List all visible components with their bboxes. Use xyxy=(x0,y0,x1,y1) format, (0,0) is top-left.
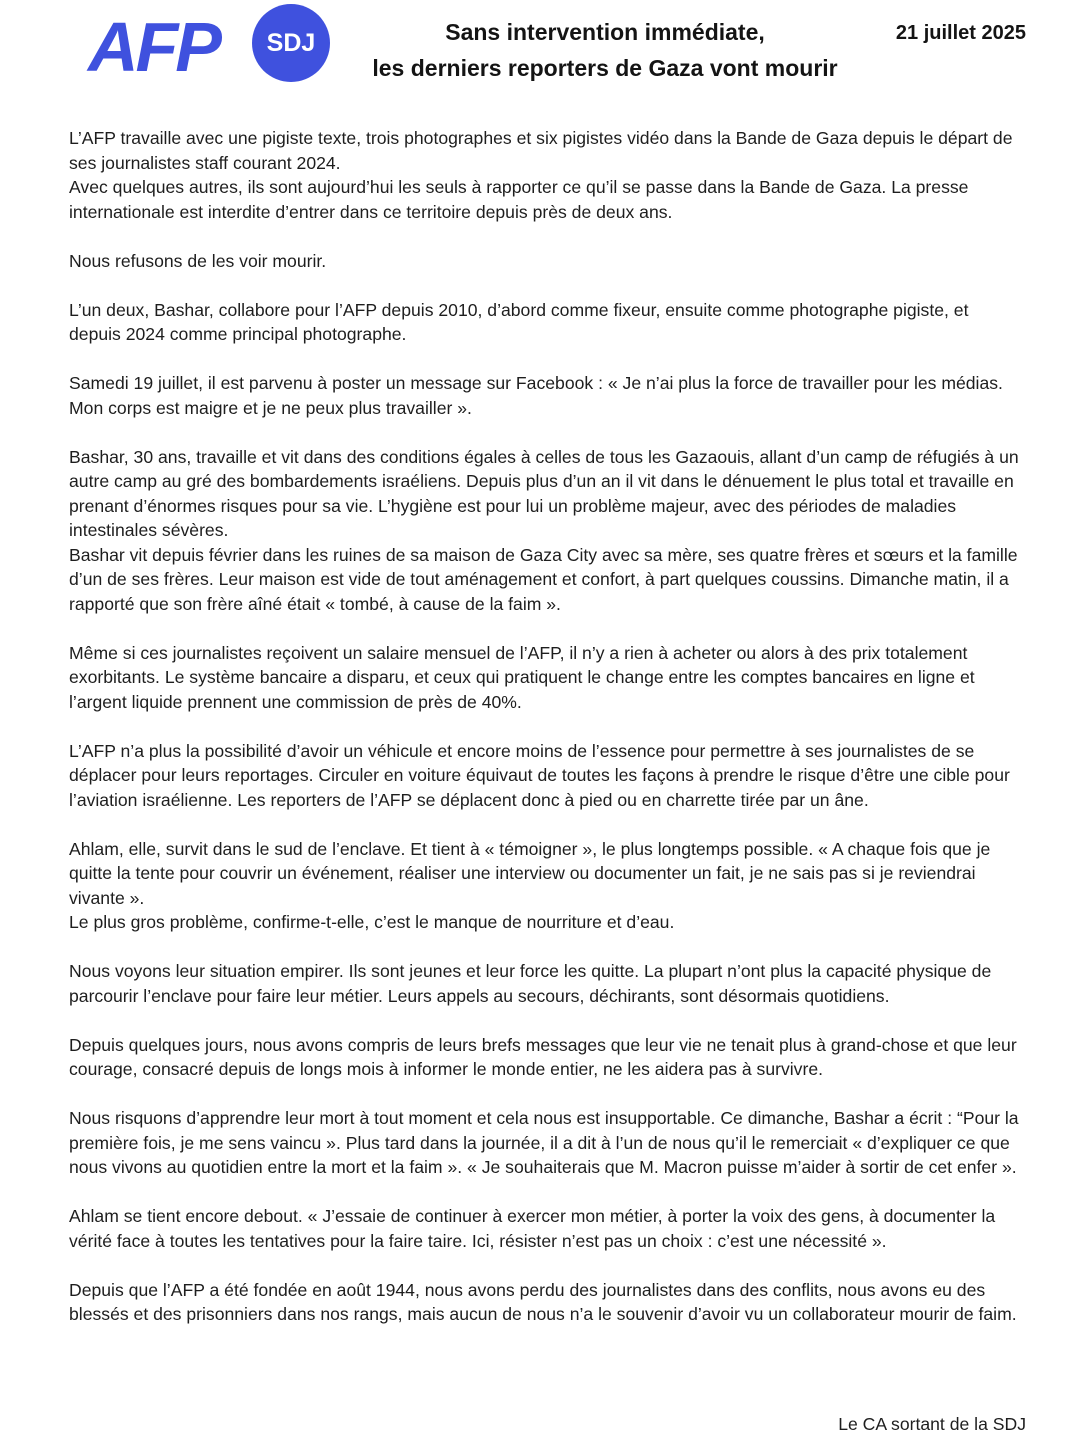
sdj-logo-badge: SDJ xyxy=(252,4,330,82)
paragraph: Nous voyons leur situation empirer. Ils sont jeunes et leur force les quitte. La plupart n’ont plus la capacité physique de parcourir l’enclave pour faire leur métier. Leurs appels au secours, déchirants, sont désormais quotidiens. xyxy=(69,961,992,1006)
paragraph: Ahlam, elle, survit dans le sud de l’enclave. Et tient à « témoigner », le plus longtemps possible. « A chaque fois que je quitte la tente pour couvrir un événement, réaliser une interview ou documenter un fait, je ne sais pas si je reviendrai vivante ». xyxy=(69,838,991,908)
paragraph: L’AFP travaille avec une pigiste texte, trois photographes et six pigistes vidéo dans la Bande de Gaza depuis le départ de ses journalistes staff courant 2024. xyxy=(69,128,1013,173)
document-body xyxy=(69,126,1024,1351)
afp-logo: AFP xyxy=(88,8,219,86)
document-headline xyxy=(340,14,870,86)
headline-line-2: les derniers reporters de Gaza vont mourir xyxy=(372,55,838,81)
paragraph: Même si ces journalistes reçoivent un salaire mensuel de l’AFP, il n’y a rien à acheter ou alors à des prix totalement exorbitants. Le système bancaire a disparu, et ceux qui pratiquent le change entre les comptes bancaires en ligne et l’argent liquide prennent une commission de près de 40%. xyxy=(69,642,975,712)
document-header xyxy=(0,0,1080,100)
paragraph: Depuis que l’AFP a été fondée en août 1944, nous avons perdu des journalistes dans des conflits, nous avons eu des blessés et des prisonniers dans nos rangs, mais aucun de nous n’a le souvenir d’avoir vu un collaborateur mourir de faim. xyxy=(69,1279,1017,1324)
paragraph: L’un deux, Bashar, collabore pour l’AFP depuis 2010, d’abord comme fixeur, ensuite comme photographe pigiste, et depuis 2024 comme principal photographe. xyxy=(69,299,969,344)
paragraph: L’AFP n’a plus la possibilité d’avoir un véhicule et encore moins de l’essence pour permettre à ses journalistes de se déplacer pour leurs reportages. Circuler en voiture équivaut de toutes les façons à prendre le risque d’être une cible pour l’aviation israélienne. Les reporters de l’AFP se déplacent donc à pied ou en charrette tirée par un âne. xyxy=(69,740,1010,810)
paragraph: Nous risquons d’apprendre leur mort à tout moment et cela nous est insupportable. Ce dimanche, Bashar a écrit : “Pour la première fois, je me sens vaincu ». Plus tard dans la journée, il a dit à l’un de nous qu’il le remerciait « d’expliquer ce que nous vivons au quotidien entre la mort et la faim ». « Je souhaiterais que M. Macron puisse m’aider à sortir de cet enfer ». xyxy=(69,1108,1019,1177)
paragraph: Bashar vit depuis février dans les ruines de sa maison de Gaza City avec sa mère, ses quatre frères et sœurs et la famille d’un de ses frères. Leur maison est vide de tout aménagement et confort, à part quelques coussins. Dimanche matin, il a rapporté que son frère aîné était « tombé, à cause de la faim ». xyxy=(69,544,1018,614)
paragraph: Nous refusons de les voir mourir. xyxy=(69,250,327,271)
paragraph: Le plus gros problème, confirme-t-elle, c’est le manque de nourriture et d’eau. xyxy=(69,912,675,932)
paragraph: Depuis quelques jours, nous avons compris de leurs brefs messages que leur vie ne tenait plus à grand-chose et que leur courage, consacré depuis de longs mois à informer le monde entier, ne les aidera pas à survivre. xyxy=(69,1034,1017,1079)
signature: Le CA sortant de la SDJ xyxy=(838,1414,1026,1434)
document-date: 21 juillet 2025 xyxy=(895,22,1026,44)
paragraph: Bashar, 30 ans, travaille et vit dans des conditions égales à celles de tous les Gazaouis, allant d’un camp de réfugiés à un autre camp au gré des bombardements israéliens. Depuis plus d’un an il vit dans le dénuement le plus total et travaille en prenant d’énormes risques pour sa vie. L’hygiène est pour lui un problème majeur, avec des périodes de maladies intestinales sévères. xyxy=(69,446,1019,540)
paragraph: Samedi 19 juillet, il est parvenu à poster un message sur Facebook : « Je n’ai plus la force de travailler pour les médias. Mon corps est maigre et je ne peux plus travailler ». xyxy=(69,373,1003,418)
paragraph: Avec quelques autres, ils sont aujourd’hui les seuls à rapporter ce qu’il se passe dans la Bande de Gaza. La presse internationale est interdite d’entrer dans ce territoire depuis près de deux ans. xyxy=(69,177,969,222)
headline-line-1: Sans intervention immédiate, xyxy=(445,19,765,45)
paragraph: Ahlam se tient encore debout. « J’essaie de continuer à exercer mon métier, à porter la voix des gens, à documenter la vérité face à toutes les tentatives pour la faire taire. Ici, résister n’est pas un choix : c’est une nécessité ». xyxy=(69,1206,996,1251)
